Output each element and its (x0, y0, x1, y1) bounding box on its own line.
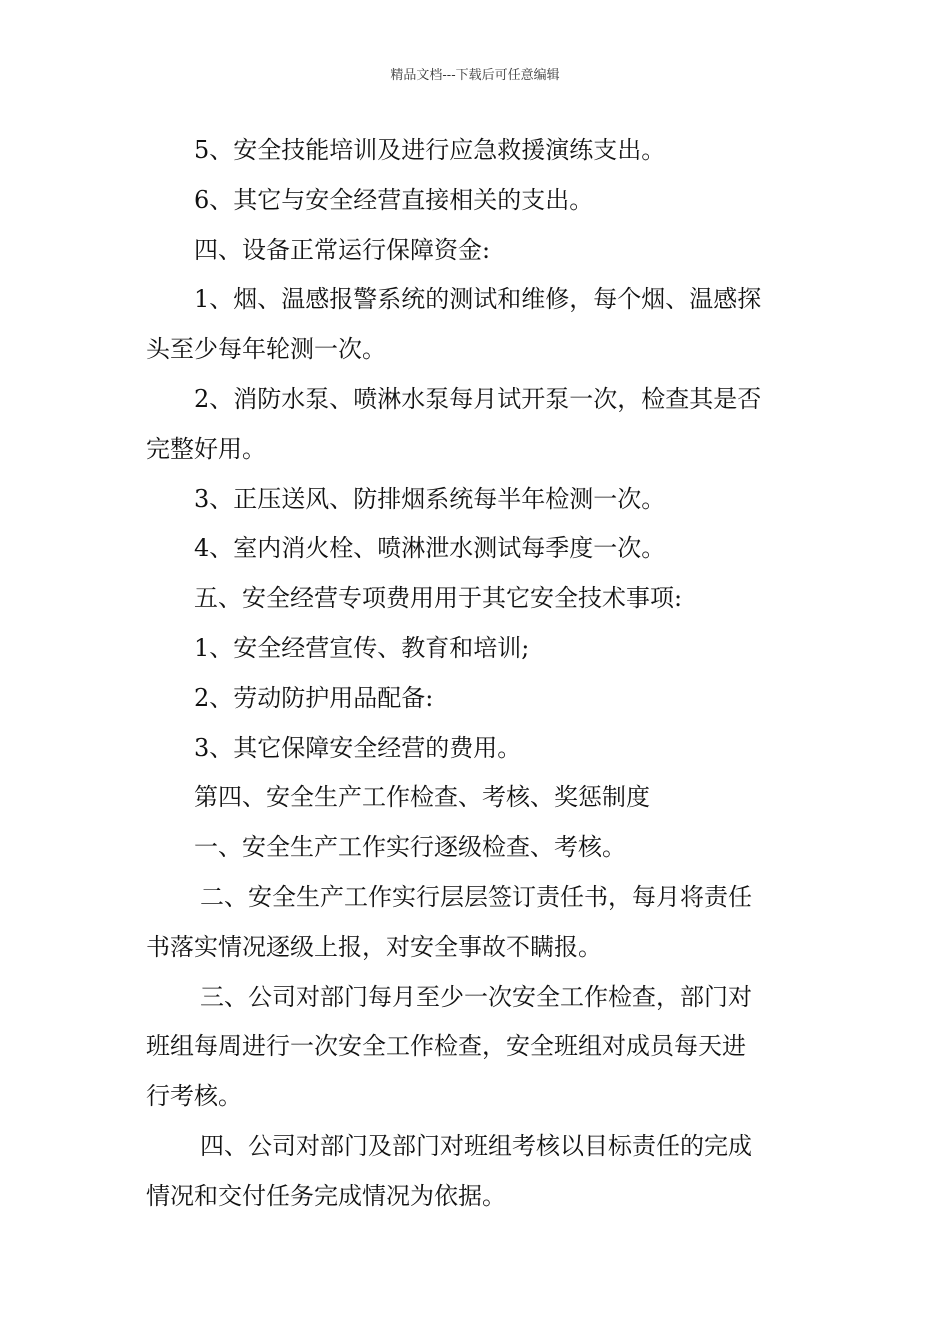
paragraph-line: 情况和交付任务完成情况为依据。 (146, 1181, 506, 1210)
section-heading: 第四、安全生产工作检查、考核、奖惩制度 (194, 783, 650, 812)
paragraph-line: 二、安全生产工作实行层层签订责任书，每月将责任 (200, 882, 752, 911)
paragraph-line: 头至少每年轮测一次。 (146, 335, 386, 364)
paragraph-line: 一、安全生产工作实行逐级检查、考核。 (194, 833, 626, 862)
paragraph-line: 5、安全技能培训及进行应急救援演练支出。 (194, 136, 666, 164)
paragraph-line: 四、公司对部门及部门对班组考核以目标责任的完成 (200, 1131, 752, 1160)
paragraph-line: 1、安全经营宣传、教育和培训; (194, 633, 530, 662)
paragraph-line: 完整好用。 (146, 434, 266, 463)
paragraph-line: 四、设备正常运行保障资金: (194, 235, 491, 264)
paragraph-line: 行考核。 (146, 1082, 242, 1111)
paragraph-line: 1、烟、温感报警系统的测试和维修，每个烟、温感探 (194, 285, 762, 314)
paragraph-line: 五、安全经营专项费用用于其它安全技术事项: (194, 584, 683, 613)
document-body (146, 126, 810, 1222)
paragraph-line: 6、其它与安全经营直接相关的支出。 (194, 185, 594, 214)
paragraph-line: 3、正压送风、防排烟系统每半年检测一次。 (194, 484, 666, 513)
paragraph-line: 三、公司对部门每月至少一次安全工作检查，部门对 (200, 982, 752, 1011)
paragraph-line: 班组每周进行一次安全工作检查，安全班组对成员每天进 (146, 1032, 746, 1061)
paragraph-line: 2、劳动防护用品配备: (194, 683, 434, 712)
paragraph-line: 书落实情况逐级上报，对安全事故不瞒报。 (146, 932, 602, 961)
paragraph-line: 2、消防水泵、喷淋水泵每月试开泵一次，检查其是否 (194, 384, 762, 413)
paragraph-line: 4、室内消火栓、喷淋泄水测试每季度一次。 (194, 534, 666, 563)
paragraph-line: 3、其它保障安全经营的费用。 (194, 733, 522, 762)
page-header: 精品文档---下载后可任意编辑 (390, 68, 560, 83)
